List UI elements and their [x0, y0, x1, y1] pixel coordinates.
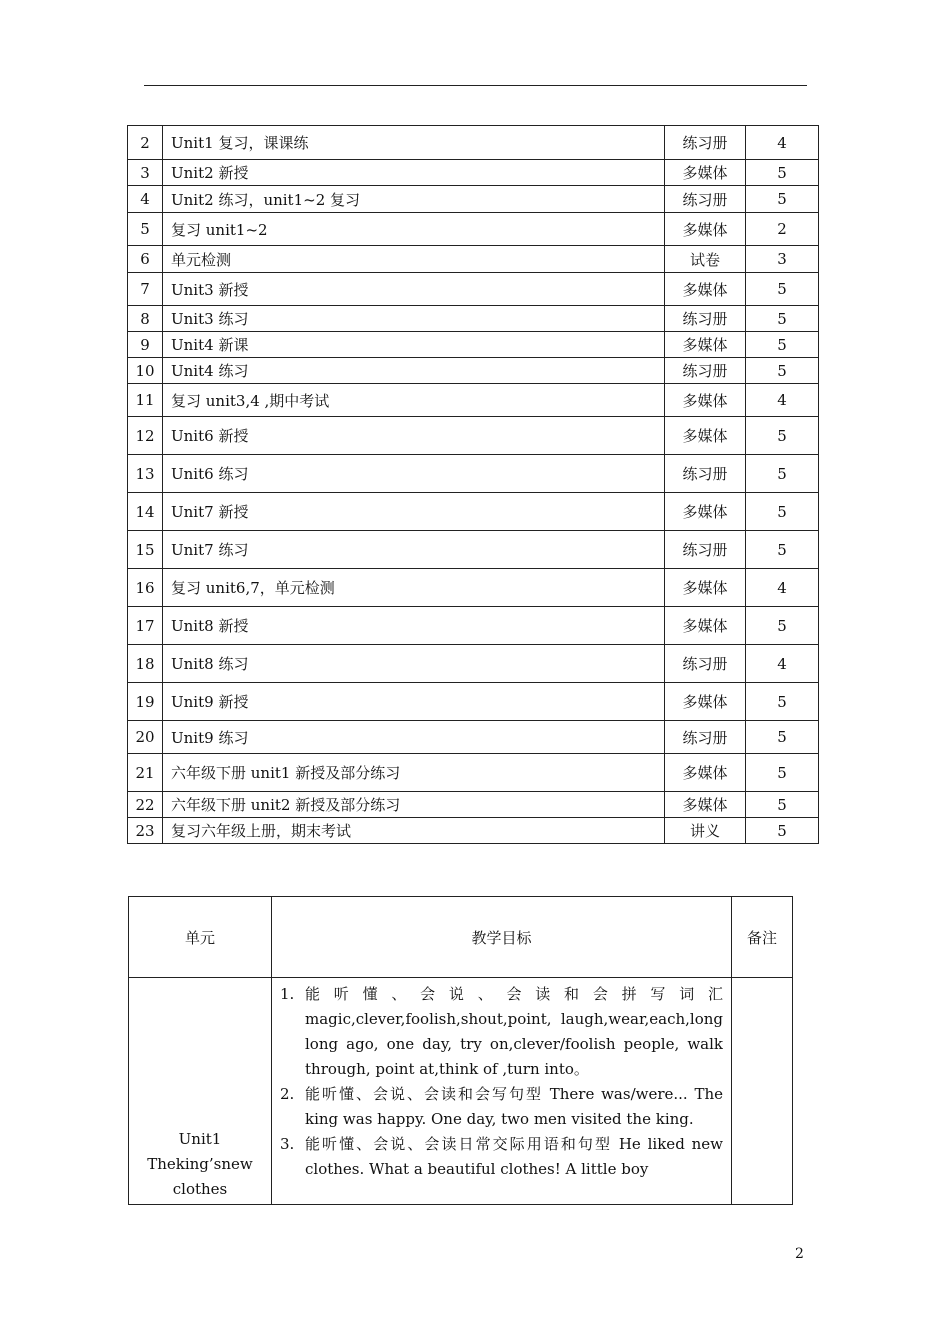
goals-header-unit: 单元 [129, 897, 272, 978]
teaching-method: 多媒体 [665, 683, 746, 721]
teaching-method: 讲义 [665, 818, 746, 844]
row-number: 15 [128, 531, 163, 569]
goals-table [128, 896, 793, 1205]
row-number: 7 [128, 273, 163, 306]
teaching-method: 练习册 [665, 645, 746, 683]
schedule-row [128, 384, 819, 417]
goal-text: 能听懂、会说、会读和会拼写词汇 magic,clever,foolish,shout,point, laugh,wear,each,long long ago, one day, try on,clever/foolish people, walk through, point at,think of ,turn into。 [305, 985, 723, 1078]
teaching-method: 练习册 [665, 126, 746, 160]
lesson-hours: 4 [746, 126, 819, 160]
schedule-row [128, 213, 819, 246]
teaching-method: 练习册 [665, 358, 746, 384]
goals-note-cell [732, 978, 793, 1205]
lesson-content: Unit4 新课 [163, 332, 665, 358]
goal-item [280, 1082, 723, 1132]
row-number: 6 [128, 246, 163, 273]
lesson-content: 复习六年级上册，期末考试 [163, 818, 665, 844]
row-number: 18 [128, 645, 163, 683]
schedule-row [128, 792, 819, 818]
row-number: 9 [128, 332, 163, 358]
teaching-method: 多媒体 [665, 607, 746, 645]
lesson-content: Unit3 练习 [163, 306, 665, 332]
lesson-content: Unit4 练习 [163, 358, 665, 384]
page-number: 2 [795, 1246, 804, 1262]
row-number: 12 [128, 417, 163, 455]
lesson-content: 六年级下册 unit1 新授及部分练习 [163, 754, 665, 792]
lesson-hours: 5 [746, 818, 819, 844]
schedule-row [128, 721, 819, 754]
goals-unit-cell [129, 978, 272, 1205]
goals-header-note: 备注 [732, 897, 793, 978]
goal-number: 1. [280, 985, 295, 1003]
lesson-content: 单元检测 [163, 246, 665, 273]
lesson-content: Unit9 新授 [163, 683, 665, 721]
schedule-row [128, 455, 819, 493]
teaching-method: 多媒体 [665, 754, 746, 792]
lesson-content: Unit6 练习 [163, 455, 665, 493]
lesson-content: Unit7 新授 [163, 493, 665, 531]
row-number: 19 [128, 683, 163, 721]
lesson-hours: 4 [746, 384, 819, 417]
teaching-method: 多媒体 [665, 493, 746, 531]
schedule-row [128, 531, 819, 569]
lesson-content: Unit8 练习 [163, 645, 665, 683]
row-number: 2 [128, 126, 163, 160]
teaching-method: 练习册 [665, 721, 746, 754]
lesson-content: Unit9 练习 [163, 721, 665, 754]
schedule-row [128, 358, 819, 384]
lesson-content: Unit2 练习，unit1~2 复习 [163, 186, 665, 213]
unit-line: Theking’snew [147, 1155, 253, 1173]
row-number: 5 [128, 213, 163, 246]
teaching-method: 练习册 [665, 531, 746, 569]
teaching-method: 多媒体 [665, 160, 746, 186]
schedule-row [128, 273, 819, 306]
lesson-hours: 4 [746, 645, 819, 683]
lesson-content: Unit8 新授 [163, 607, 665, 645]
teaching-method: 多媒体 [665, 213, 746, 246]
goal-number: 2. [280, 1085, 295, 1103]
teaching-method: 多媒体 [665, 332, 746, 358]
row-number: 23 [128, 818, 163, 844]
lesson-hours: 5 [746, 754, 819, 792]
lesson-content: 六年级下册 unit2 新授及部分练习 [163, 792, 665, 818]
lesson-hours: 5 [746, 332, 819, 358]
row-number: 17 [128, 607, 163, 645]
goal-text: 能听懂、会说、会读日常交际用语和句型 He liked new clothes. What a beautiful clothes! A little boy [305, 1135, 723, 1178]
teaching-method: 练习册 [665, 186, 746, 213]
schedule-row [128, 126, 819, 160]
goal-list [280, 982, 723, 1196]
lesson-hours: 2 [746, 213, 819, 246]
lesson-hours: 5 [746, 186, 819, 213]
row-number: 14 [128, 493, 163, 531]
row-number: 4 [128, 186, 163, 213]
schedule-table-body [128, 126, 819, 844]
schedule-table [127, 125, 819, 844]
teaching-method: 多媒体 [665, 273, 746, 306]
goal-number: 3. [280, 1135, 295, 1153]
lesson-content: Unit1 复习，课课练 [163, 126, 665, 160]
lesson-hours: 5 [746, 306, 819, 332]
schedule-row [128, 332, 819, 358]
lesson-hours: 5 [746, 273, 819, 306]
row-number: 20 [128, 721, 163, 754]
lesson-content: Unit6 新授 [163, 417, 665, 455]
lesson-content: Unit2 新授 [163, 160, 665, 186]
lesson-content: Unit3 新授 [163, 273, 665, 306]
lesson-hours: 4 [746, 569, 819, 607]
lesson-hours: 5 [746, 455, 819, 493]
goal-text: 能听懂、会说、会读和会写句型 There was/were... The king was happy. One day, two men visited the king. [305, 1085, 723, 1128]
schedule-row [128, 754, 819, 792]
schedule-row [128, 417, 819, 455]
row-number: 8 [128, 306, 163, 332]
schedule-row [128, 569, 819, 607]
row-number: 21 [128, 754, 163, 792]
lesson-hours: 5 [746, 358, 819, 384]
teaching-method: 练习册 [665, 306, 746, 332]
schedule-row [128, 683, 819, 721]
unit-line: Unit1 [178, 1130, 222, 1148]
schedule-row [128, 306, 819, 332]
goal-item [280, 1132, 723, 1182]
lesson-hours: 5 [746, 531, 819, 569]
goals-header-goal: 教学目标 [272, 897, 732, 978]
row-number: 11 [128, 384, 163, 417]
lesson-hours: 5 [746, 721, 819, 754]
goals-row [129, 978, 793, 1205]
teaching-method: 多媒体 [665, 384, 746, 417]
row-number: 10 [128, 358, 163, 384]
teaching-method: 多媒体 [665, 792, 746, 818]
teaching-method: 试卷 [665, 246, 746, 273]
lesson-hours: 5 [746, 792, 819, 818]
lesson-content: 复习 unit1~2 [163, 213, 665, 246]
lesson-hours: 5 [746, 607, 819, 645]
lesson-content: Unit7 练习 [163, 531, 665, 569]
lesson-content: 复习 unit3,4 ,期中考试 [163, 384, 665, 417]
schedule-row [128, 607, 819, 645]
header-rule [144, 85, 807, 86]
row-number: 3 [128, 160, 163, 186]
schedule-row [128, 493, 819, 531]
schedule-row [128, 186, 819, 213]
schedule-row [128, 818, 819, 844]
goals-objective-cell [272, 978, 732, 1205]
goals-header-row [129, 897, 793, 978]
lesson-hours: 5 [746, 417, 819, 455]
teaching-method: 练习册 [665, 455, 746, 493]
lesson-hours: 5 [746, 160, 819, 186]
teaching-method: 多媒体 [665, 569, 746, 607]
lesson-hours: 5 [746, 683, 819, 721]
lesson-hours: 3 [746, 246, 819, 273]
goal-item [280, 982, 723, 1082]
row-number: 13 [128, 455, 163, 493]
row-number: 16 [128, 569, 163, 607]
schedule-row [128, 160, 819, 186]
teaching-method: 多媒体 [665, 417, 746, 455]
schedule-row [128, 246, 819, 273]
lesson-hours: 5 [746, 493, 819, 531]
row-number: 22 [128, 792, 163, 818]
schedule-row [128, 645, 819, 683]
unit-line: clothes [172, 1180, 228, 1198]
lesson-content: 复习 unit6,7，单元检测 [163, 569, 665, 607]
